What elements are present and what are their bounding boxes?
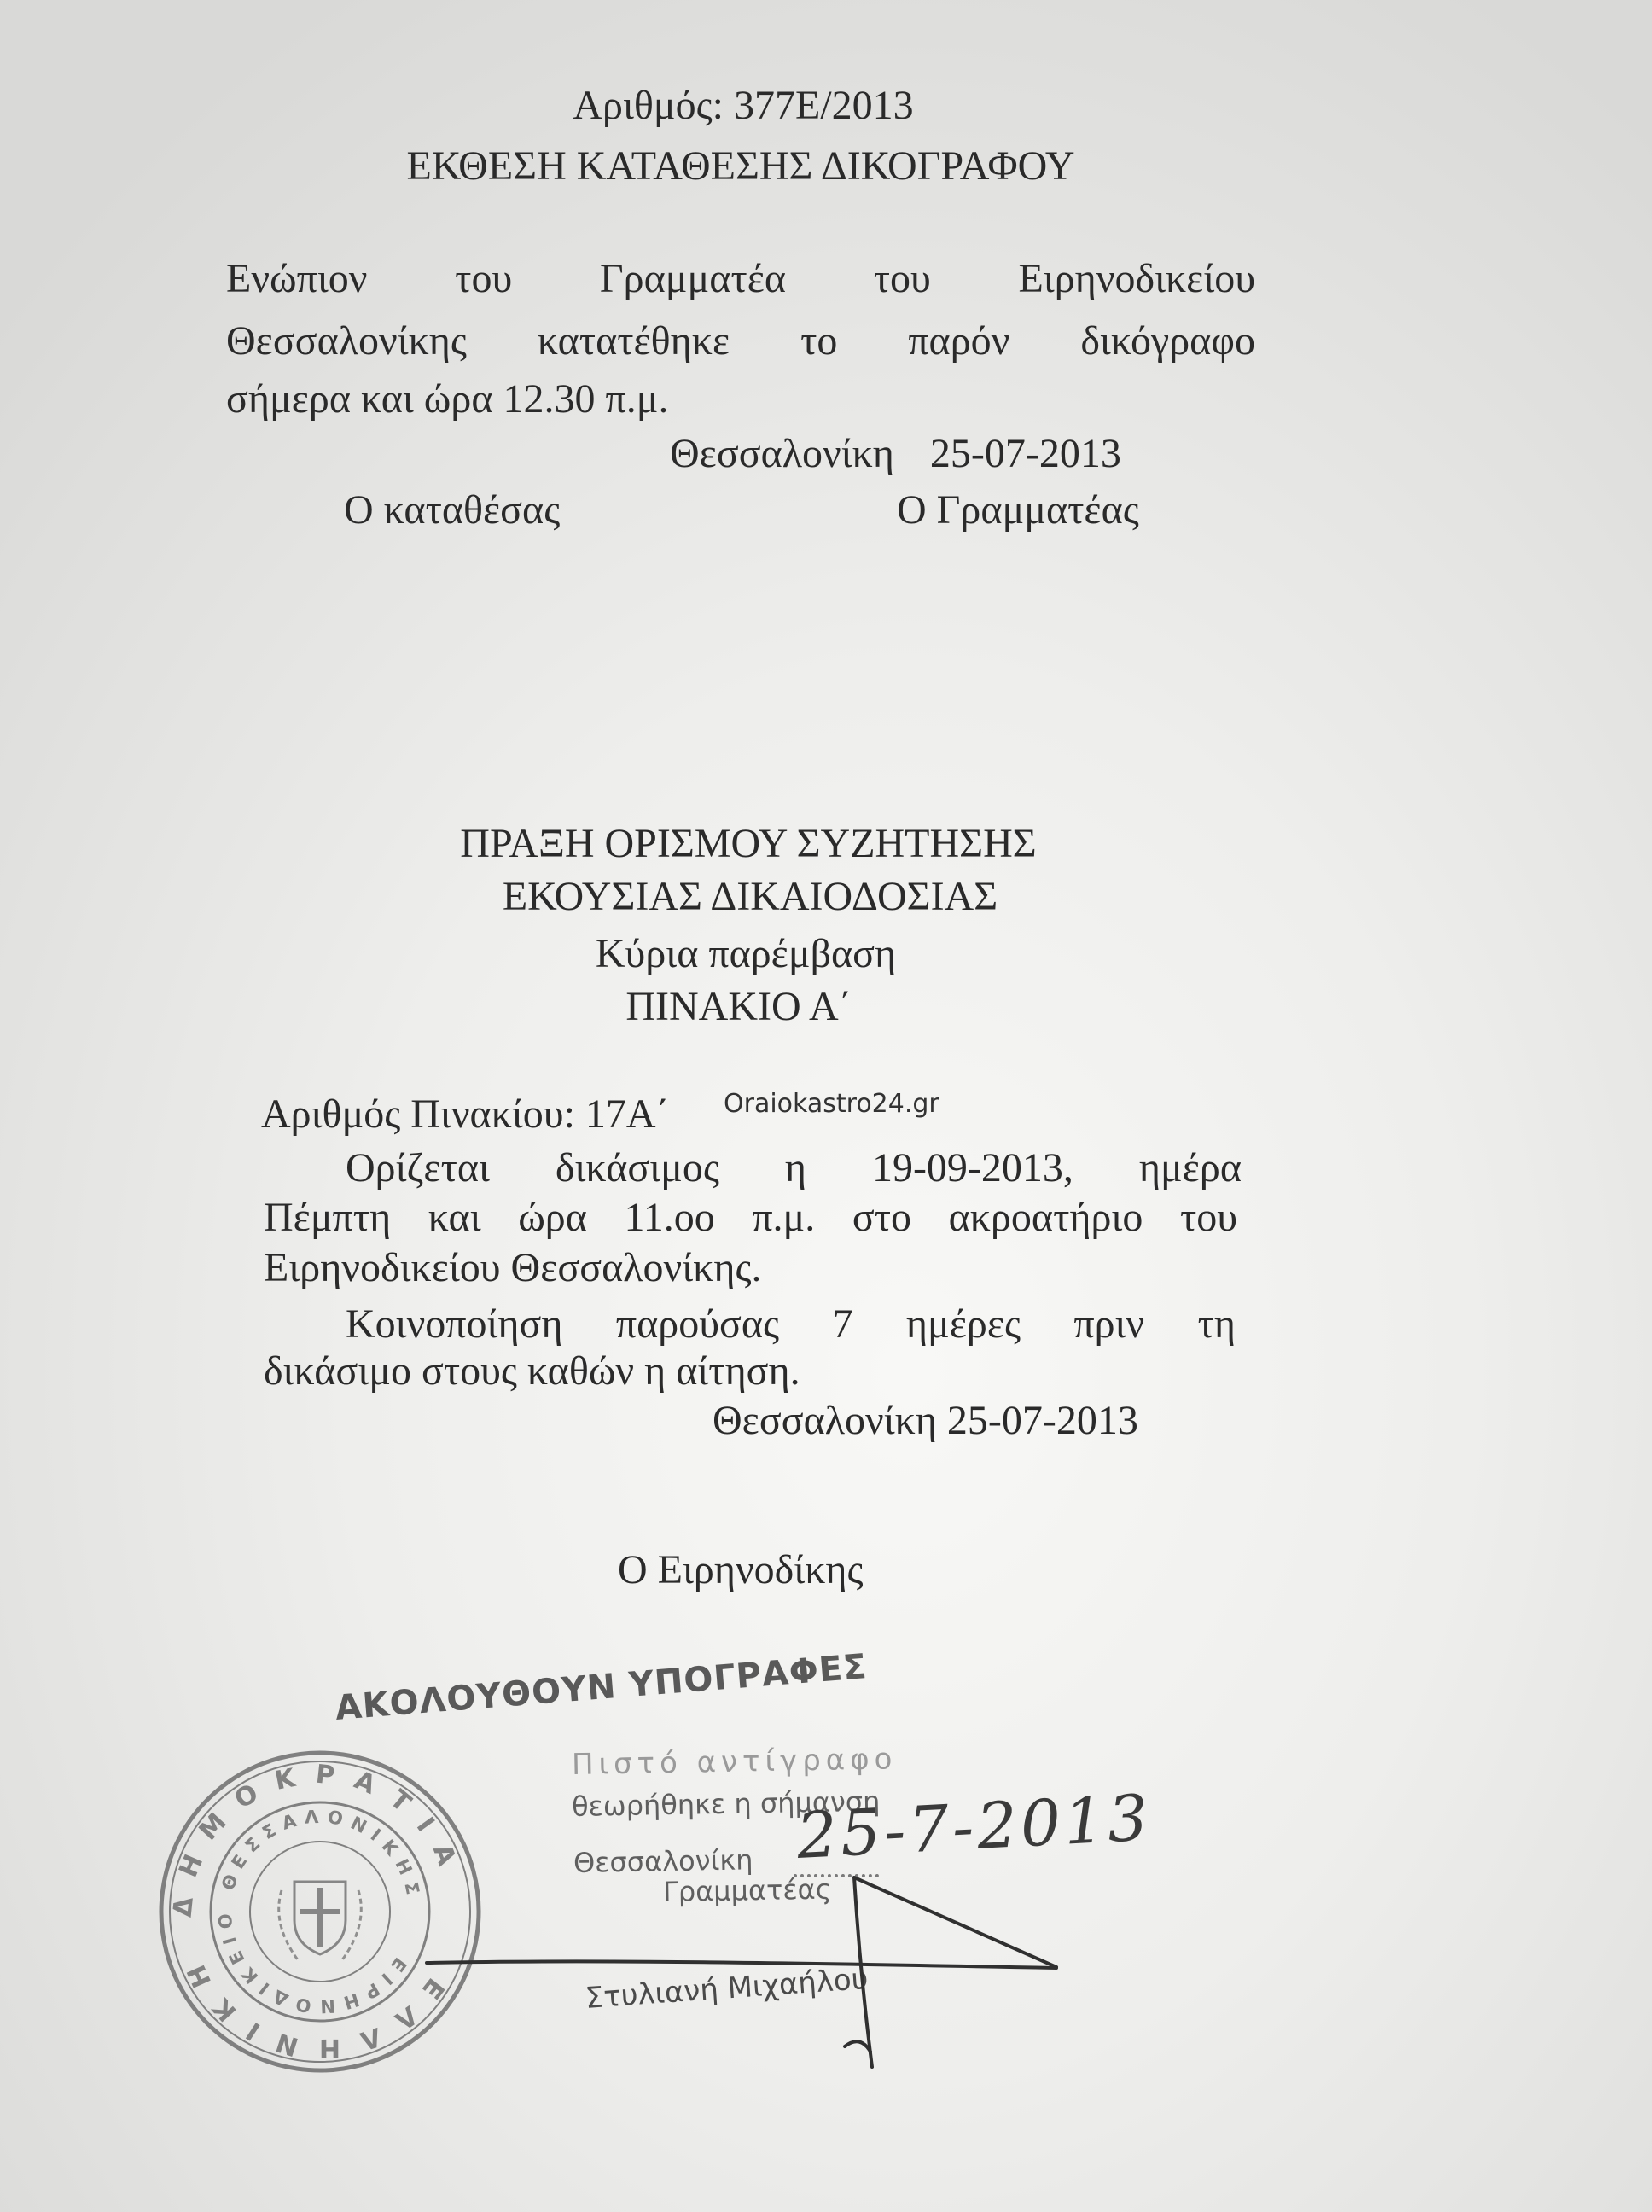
seal-outer-text [112,1703,527,2119]
notice-line: δικάσιμο στους καθών η αίτηση. [264,1348,800,1394]
seal-outer-ring [103,1695,537,2128]
copy-certification-heading: Πιστό αντίγραφο [571,1742,898,1782]
clerk-label: Ο Γραμματέας [897,487,1139,533]
handwritten-date: 25-7-2013 [794,1781,1154,1873]
signature-underline [427,1961,1056,1968]
seal-inner-text-path: ΕΙΡΗΝΟΔΙΚΕΙΟ ΘΕΣΣΑΛΟΝΙΚΗΣ [214,1806,425,2017]
notice-line: Κοινοποίηση παρούσας 7 ημέρες πριν τη [346,1301,1236,1347]
shield-icon [294,1882,346,1954]
hearing-act-subtitle: ΕΚΟΥΣΙΑΣ ΔΙΚΑΙΟΔΟΣΙΑΣ [502,874,998,919]
seal-ring [115,1707,526,2117]
filing-body-line: σήμερα και ώρα 12.30 π.μ. [226,376,669,422]
filing-body-line: Ενώπιον του Γραμματέα του Ειρηνοδικείου [226,256,1255,301]
signer-name: Στυλιανή Μιχαήλου [584,1961,870,2016]
procedure-type: Κύρια παρέμβαση [595,931,897,976]
seal-outer-text-path: ΕΛΛΗΝΙΚΗ ΔΗΜΟΚΡΑΤΙΑ [167,1759,468,2064]
seal-middle-ring [171,1762,469,2061]
hearing-act-title: ΠΡΑΞΗ ΟΡΙΣΜΟΥ ΣΥΖΗΤΗΣΗΣ [460,821,1037,866]
wreath-icon [279,1890,362,1961]
judge-label: Ο Ειρηνοδίκης [618,1547,864,1592]
filing-place-date: Θεσσαλονίκη 25-07-2013 [670,431,1121,476]
court-seal [103,1695,537,2128]
cross-icon [300,1888,340,1947]
signatures-follow-stamp: ΑΚΟΛΟΥΘΟΥΝ ΥΠΟΓΡΑΦΕΣ [334,1647,870,1728]
copy-certification-note: θεωρήθηκε η σήμανση [571,1784,881,1823]
seal-inner-text [176,1767,464,2056]
watermark: Oraiokastro24.gr [724,1089,939,1119]
copy-certification-place: Θεσσαλονίκη [573,1843,753,1879]
copy-certification-role: Γραμματέας [662,1872,832,1908]
filing-number: Αριθμός: 377Ε/2013 [573,83,914,128]
hearing-line: Ορίζεται δικάσιμος η 19-09-2013, ημέρα [346,1145,1242,1190]
hearing-line: Πέμπτη και ώρα 11.οο π.μ. στο ακροατήριο του [264,1195,1237,1240]
act-place-date: Θεσσαλονίκη 25-07-2013 [713,1398,1138,1443]
hearing-line: Ειρηνοδικείου Θεσσαλονίκης. [264,1245,762,1290]
coat-of-arms-icon [279,1882,362,1961]
docket-number: Αριθμός Πινακίου: 17Α΄ [261,1091,670,1137]
signature-hook [845,2041,870,2052]
seal-inner-ring [224,1816,416,2007]
filing-body-line: Θεσσαλονίκης κατατέθηκε το παρόν δικόγραφο [226,318,1255,364]
filing-report-title: ΕΚΘΕΣΗ ΚΑΤΑΘΕΣΗΣ ΔΙΚΟΓΡΑΦΟΥ [406,143,1075,189]
depositor-label: Ο καταθέσας [344,487,561,533]
docket-label: ΠΙΝΑΚΙΟ Α΄ [625,984,852,1029]
signature-stroke [854,1877,1056,2067]
